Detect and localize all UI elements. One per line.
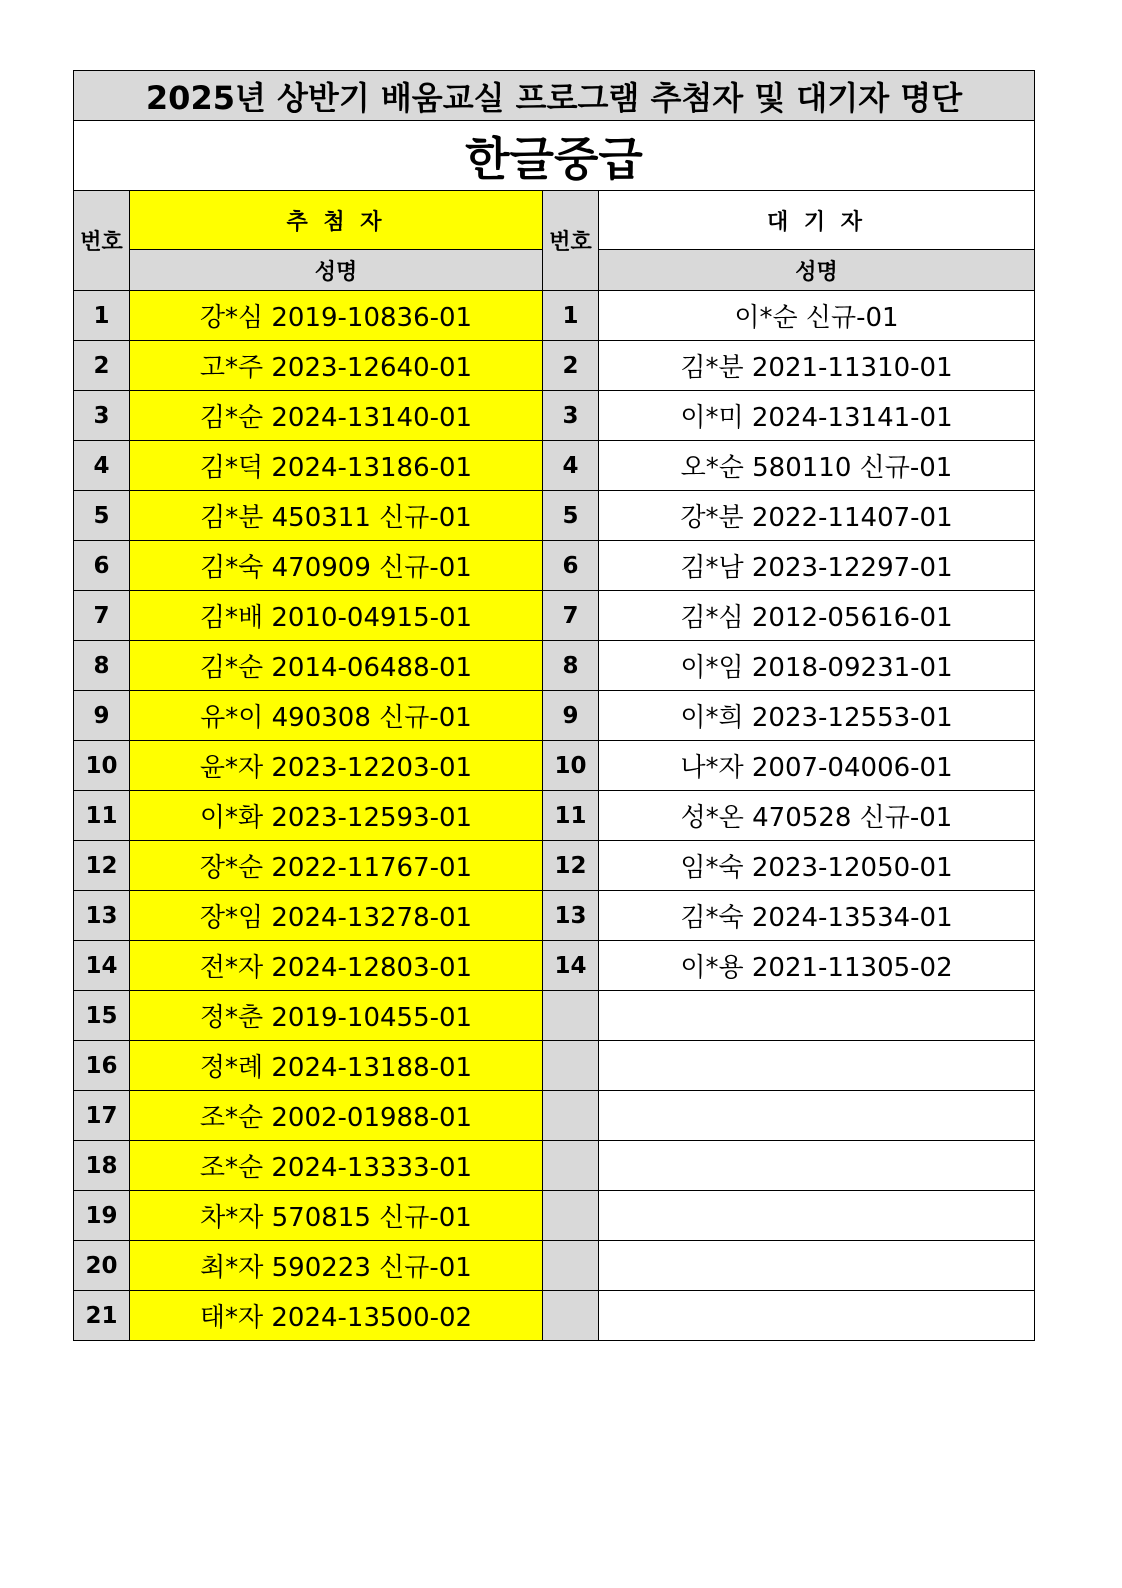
waitlist-number-cell: 5 xyxy=(543,491,599,541)
winner-name-cell: 김*배 2010-04915-01 xyxy=(130,591,543,641)
winner-number-cell: 4 xyxy=(74,441,130,491)
winner-number-cell: 1 xyxy=(74,291,130,341)
table-row xyxy=(74,591,1035,641)
waitlist-name-cell xyxy=(599,1091,1035,1141)
winner-name-cell: 조*순 2024-13333-01 xyxy=(130,1141,543,1191)
waitlist-number-cell: 2 xyxy=(543,341,599,391)
table-row xyxy=(74,541,1035,591)
waitlist-header: 대 기 자 xyxy=(599,191,1035,250)
waitlist-number-cell xyxy=(543,1091,599,1141)
waitlist-name-cell xyxy=(599,1141,1035,1191)
waitlist-number-cell: 6 xyxy=(543,541,599,591)
winner-number-cell: 17 xyxy=(74,1091,130,1141)
waitlist-name-cell xyxy=(599,1041,1035,1091)
waitlist-number-cell: 3 xyxy=(543,391,599,441)
winner-name-cell: 김*순 2014-06488-01 xyxy=(130,641,543,691)
waitlist-number-cell: 11 xyxy=(543,791,599,841)
waitlist-name-header: 성명 xyxy=(599,250,1035,291)
waitlist-number-cell xyxy=(543,1291,599,1341)
header-row xyxy=(74,191,1035,250)
table-row xyxy=(74,341,1035,391)
winner-name-cell: 장*순 2022-11767-01 xyxy=(130,841,543,891)
winner-name-cell: 김*순 2024-13140-01 xyxy=(130,391,543,441)
waitlist-name-cell: 이*희 2023-12553-01 xyxy=(599,691,1035,741)
winner-name-cell: 유*이 490308 신규-01 xyxy=(130,691,543,741)
table-row xyxy=(74,741,1035,791)
table-row xyxy=(74,441,1035,491)
document-subtitle: 한글중급 xyxy=(74,121,1035,191)
waitlist-number-cell: 10 xyxy=(543,741,599,791)
table-row xyxy=(74,1041,1035,1091)
winner-number-cell: 12 xyxy=(74,841,130,891)
winner-number-cell: 18 xyxy=(74,1141,130,1191)
waitlist-name-cell: 나*자 2007-04006-01 xyxy=(599,741,1035,791)
waitlist-number-cell xyxy=(543,1141,599,1191)
waitlist-name-cell: 김*분 2021-11310-01 xyxy=(599,341,1035,391)
winner-name-cell: 정*례 2024-13188-01 xyxy=(130,1041,543,1091)
table-row xyxy=(74,391,1035,441)
winner-number-cell: 20 xyxy=(74,1241,130,1291)
winner-name-cell: 최*자 590223 신규-01 xyxy=(130,1241,543,1291)
winner-name-cell: 차*자 570815 신규-01 xyxy=(130,1191,543,1241)
table-row xyxy=(74,791,1035,841)
waitlist-number-cell: 9 xyxy=(543,691,599,741)
table-row xyxy=(74,691,1035,741)
winner-number-cell: 6 xyxy=(74,541,130,591)
waitlist-name-cell xyxy=(599,1291,1035,1341)
winner-number-cell: 15 xyxy=(74,991,130,1041)
table-row xyxy=(74,1091,1035,1141)
winner-number-cell: 13 xyxy=(74,891,130,941)
winner-name-cell: 장*임 2024-13278-01 xyxy=(130,891,543,941)
winner-name-cell: 강*심 2019-10836-01 xyxy=(130,291,543,341)
title-row xyxy=(74,71,1035,121)
table-row xyxy=(74,1141,1035,1191)
winner-number-cell: 8 xyxy=(74,641,130,691)
waitlist-name-cell: 이*순 신규-01 xyxy=(599,291,1035,341)
winner-number-cell: 3 xyxy=(74,391,130,441)
waitlist-name-cell xyxy=(599,1191,1035,1241)
waitlist-name-cell: 김*숙 2024-13534-01 xyxy=(599,891,1035,941)
winners-name-header: 성명 xyxy=(130,250,543,291)
waitlist-name-cell: 이*용 2021-11305-02 xyxy=(599,941,1035,991)
winner-name-cell: 태*자 2024-13500-02 xyxy=(130,1291,543,1341)
table-row xyxy=(74,491,1035,541)
table-row xyxy=(74,941,1035,991)
waitlist-name-cell: 성*온 470528 신규-01 xyxy=(599,791,1035,841)
winner-number-cell: 21 xyxy=(74,1291,130,1341)
table-row xyxy=(74,291,1035,341)
table-row xyxy=(74,641,1035,691)
winner-number-cell: 11 xyxy=(74,791,130,841)
waitlist-name-cell: 임*숙 2023-12050-01 xyxy=(599,841,1035,891)
document-title: 2025년 상반기 배움교실 프로그램 추첨자 및 대기자 명단 xyxy=(74,71,1035,121)
table-row xyxy=(74,891,1035,941)
winner-number-cell: 19 xyxy=(74,1191,130,1241)
waitlist-number-cell: 4 xyxy=(543,441,599,491)
winner-number-cell: 2 xyxy=(74,341,130,391)
table-row xyxy=(74,1191,1035,1241)
winner-name-cell: 전*자 2024-12803-01 xyxy=(130,941,543,991)
table-row xyxy=(74,1241,1035,1291)
winner-number-cell: 14 xyxy=(74,941,130,991)
winner-name-cell: 김*덕 2024-13186-01 xyxy=(130,441,543,491)
waitlist-name-cell xyxy=(599,991,1035,1041)
winner-number-cell: 7 xyxy=(74,591,130,641)
waitlist-name-cell: 오*순 580110 신규-01 xyxy=(599,441,1035,491)
waitlist-number-cell xyxy=(543,1191,599,1241)
winner-name-cell: 이*화 2023-12593-01 xyxy=(130,791,543,841)
waitlist-number-cell xyxy=(543,1241,599,1291)
waitlist-number-cell: 7 xyxy=(543,591,599,641)
waitlist-name-cell xyxy=(599,1241,1035,1291)
waitlist-name-cell: 김*심 2012-05616-01 xyxy=(599,591,1035,641)
winner-number-cell: 16 xyxy=(74,1041,130,1091)
waitlist-name-cell: 이*임 2018-09231-01 xyxy=(599,641,1035,691)
waitlist-number-cell: 13 xyxy=(543,891,599,941)
waitlist-number-cell: 8 xyxy=(543,641,599,691)
waitlist-number-cell: 12 xyxy=(543,841,599,891)
waitlist-number-cell: 1 xyxy=(543,291,599,341)
table-row xyxy=(74,1291,1035,1341)
winner-number-cell: 9 xyxy=(74,691,130,741)
waitlist-number-cell xyxy=(543,1041,599,1091)
winner-number-cell: 10 xyxy=(74,741,130,791)
waitlist-number-cell: 14 xyxy=(543,941,599,991)
roster-table xyxy=(73,70,1035,1341)
winners-header: 추 첨 자 xyxy=(130,191,543,250)
winner-number-cell: 5 xyxy=(74,491,130,541)
winner-name-cell: 윤*자 2023-12203-01 xyxy=(130,741,543,791)
waitlist-name-cell: 김*남 2023-12297-01 xyxy=(599,541,1035,591)
table-row xyxy=(74,841,1035,891)
waitlist-name-cell: 강*분 2022-11407-01 xyxy=(599,491,1035,541)
winner-name-cell: 김*숙 470909 신규-01 xyxy=(130,541,543,591)
table-row xyxy=(74,991,1035,1041)
waitlist-number-header: 번호 xyxy=(543,191,599,291)
waitlist-number-cell xyxy=(543,991,599,1041)
winner-name-cell: 조*순 2002-01988-01 xyxy=(130,1091,543,1141)
waitlist-name-cell: 이*미 2024-13141-01 xyxy=(599,391,1035,441)
winner-number-header: 번호 xyxy=(74,191,130,291)
winner-name-cell: 고*주 2023-12640-01 xyxy=(130,341,543,391)
winner-name-cell: 김*분 450311 신규-01 xyxy=(130,491,543,541)
winner-name-cell: 정*춘 2019-10455-01 xyxy=(130,991,543,1041)
subtitle-row xyxy=(74,121,1035,191)
